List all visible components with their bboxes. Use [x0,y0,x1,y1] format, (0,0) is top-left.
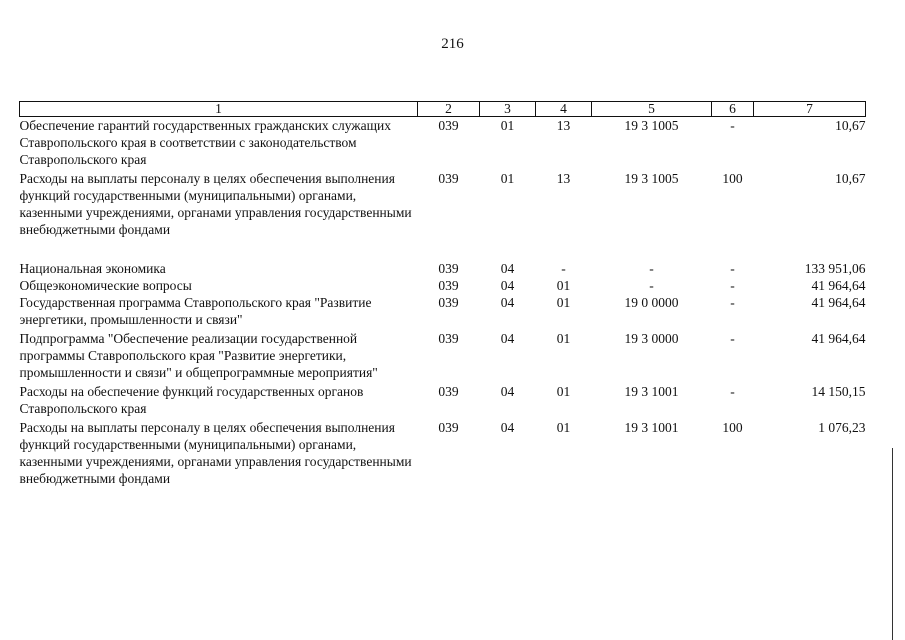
section-code: 04 [500,331,515,346]
amount: 10,67 [835,171,866,186]
ministry-code: 039 [438,331,459,346]
target-article-code: 19 3 1001 [624,420,679,435]
subsection-code: 01 [556,295,571,310]
target-article-code: 19 3 1005 [624,171,679,186]
column-header: 1 [20,102,418,117]
row-description: Расходы на выплаты персоналу в целях обеспечения выполнения функций государственными (муниципальными) органами, казенными учреждениями, органами управления государственными внебюджетными фондами [19,171,412,237]
row-description: Государственная программа Ставропольского края "Развитие энергетики, промышленности и связи" [19,295,372,327]
amount: 41 964,64 [811,278,866,293]
section-code: 04 [500,384,515,399]
ministry-code: 039 [438,420,459,435]
section-code: 04 [500,295,515,310]
target-article-code: 19 3 1005 [624,118,679,133]
ministry-code: 039 [438,295,459,310]
subsection-code: 01 [556,278,571,293]
row-description: Национальная экономика [19,261,166,276]
ministry-code: 039 [438,384,459,399]
spacer-cell [20,238,866,260]
expense-type-code: - [730,384,735,399]
table-row [20,277,866,294]
section-code: 01 [500,171,515,186]
expense-type-code: - [730,278,735,293]
table-row [20,419,866,487]
row-description: Расходы на выплаты персоналу в целях обеспечения выполнения функций государственными (муниципальными) органами, казенными учреждениями, органами управления государственными внебюджетными фондами [19,420,412,486]
table-row [20,383,866,419]
expense-type-code: - [730,261,735,276]
ministry-code: 039 [438,171,459,186]
budget-table [19,101,866,487]
row-description: Общеэкономические вопросы [19,278,192,293]
expense-type-code: - [730,331,735,346]
expense-type-code: - [730,295,735,310]
column-header: 6 [712,102,754,117]
subsection-code: 01 [556,331,571,346]
amount: 133 951,06 [804,261,866,276]
amount: 14 150,15 [811,384,866,399]
ministry-code: 039 [438,261,459,276]
column-header: 7 [754,102,866,117]
ministry-code: 039 [438,118,459,133]
amount: 1 076,23 [818,420,866,435]
page-number: 216 [441,36,464,52]
spacer-row [20,238,866,260]
ministry-code: 039 [438,278,459,293]
section-code: 04 [500,261,515,276]
expense-type-code: 100 [722,171,743,186]
scan-edge-line [892,448,893,640]
table-header-row [20,102,866,117]
row-description: Расходы на обеспечение функций государственных органов Ставропольского края [19,384,364,416]
table-row [20,117,866,171]
section-code: 04 [500,420,515,435]
target-article-code: - [649,278,654,293]
subsection-code: 13 [556,118,571,133]
target-article-code: 19 3 0000 [624,331,679,346]
expense-type-code: 100 [722,420,743,435]
column-header: 3 [480,102,536,117]
column-header: 4 [536,102,592,117]
target-article-code: - [649,261,654,276]
subsection-code: 01 [556,420,571,435]
subsection-code: 13 [556,171,571,186]
table-row [20,260,866,277]
amount: 41 964,64 [811,331,866,346]
amount: 10,67 [835,118,866,133]
table-row [20,170,866,238]
table-row [20,330,866,383]
target-article-code: 19 0 0000 [624,295,679,310]
section-code: 04 [500,278,515,293]
subsection-code: - [561,261,566,276]
section-code: 01 [500,118,515,133]
target-article-code: 19 3 1001 [624,384,679,399]
subsection-code: 01 [556,384,571,399]
row-description: Подпрограмма "Обеспечение реализации государственной программы Ставропольского края "Развитие энергетики, промышленности и связи" и общепрограммные мероприятия" [19,331,378,380]
amount: 41 964,64 [811,295,866,310]
expense-type-code: - [730,118,735,133]
table-row [20,294,866,330]
column-header: 2 [418,102,480,117]
row-description: Обеспечение гарантий государственных гражданских служащих Ставропольского края в соответствии с законодательством Ставропольского края [19,118,391,167]
column-header: 5 [592,102,712,117]
